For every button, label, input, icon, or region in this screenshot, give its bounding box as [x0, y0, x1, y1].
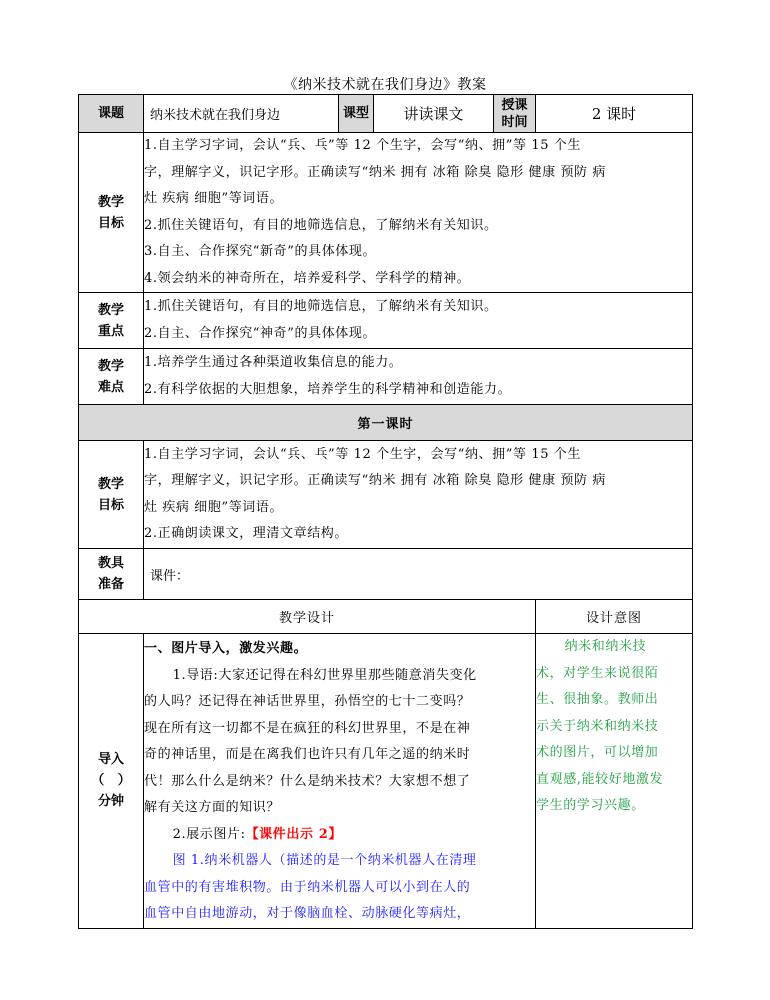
- design-header-row: [79, 600, 693, 634]
- tools-label: 教具 准备: [79, 549, 144, 600]
- lesson-goal-line: 灶 疾病 细胞”等词语。: [144, 499, 284, 515]
- design-line: 1.导语:大家还记得在科幻世界里那些随意消失变化: [172, 667, 477, 683]
- key-points-content: [144, 293, 693, 349]
- goals-row: [79, 133, 693, 293]
- section-title: 一、图片导入，激发兴趣。: [144, 641, 308, 656]
- lesson-goal-line: 2.正确朗读课文，理清文章结构。: [144, 526, 349, 541]
- goal-line: 灶 疾病 细胞”等词语。: [144, 191, 284, 206]
- key-points-row: [79, 293, 693, 349]
- lesson-goal-line: 1.自主学习字词，会认“兵、乓”等 12 个生字，会写“纳、拥”等 15 个生: [144, 446, 582, 462]
- tools-content: 课件：: [144, 549, 693, 600]
- design-header: 教学设计: [79, 600, 536, 634]
- tools-row: [79, 549, 693, 600]
- design-line: 的人吗？还记得在神话世界里，孙悟空的七十二变吗？: [144, 694, 471, 709]
- topic-value: 纳米技术就在我们身边: [144, 95, 339, 133]
- key-points-label: 教学 重点: [79, 293, 144, 349]
- design-body-row: [79, 634, 693, 929]
- lesson-goals-content: [144, 441, 693, 549]
- design-line-blue: 血管中的有害堆积物。由于纳米机器人可以小到在人的: [144, 879, 471, 895]
- lesson-goals-row: [79, 441, 693, 549]
- lesson-type-value: 讲读课文: [374, 95, 494, 133]
- design-line: 现在所有这一切都不是在疯狂的科幻世界里，不是在神: [144, 720, 471, 736]
- header-row: [79, 95, 693, 133]
- lesson-plan-table: [78, 94, 693, 929]
- document-title: 《纳米技术就在我们身边》教案: [283, 77, 487, 93]
- lesson-goals-label: 教学 目标: [79, 441, 144, 549]
- intent-content: 纳米和纳米技 术，对学生来说很陌 生、很抽象。教师出 示关于纳米和纳米技 术的图片，可以增加 直观感,能较好地激发 学生的学习兴趣。: [536, 634, 693, 929]
- key-point-line: 2.自主、合作探究“神奇”的具体体现。: [144, 325, 377, 341]
- goals-content: [144, 133, 693, 293]
- design-line: 代！那么什么是纳米？什么是纳米技术？大家想不想了: [144, 773, 471, 789]
- intent-header: 设计意图: [536, 600, 693, 634]
- class-hours-label: 授课 时间: [494, 95, 536, 133]
- design-line: 奇的神话里，而是在离我们也许只有几年之遥的纳米时: [144, 747, 471, 762]
- lesson-heading-row: [79, 405, 693, 441]
- design-line: 2.展示图片:【课件出示 2】: [172, 826, 342, 842]
- courseware-tag: 【课件出示 2】: [245, 826, 342, 842]
- difficulty-line: 2.有科学依据的大胆想象，培养学生的科学精神和创造能力。: [144, 381, 512, 397]
- lesson-heading: 第一课时: [79, 405, 693, 441]
- difficulties-content: [144, 349, 693, 405]
- class-hours-value: 2 课时: [536, 95, 693, 133]
- lesson-goal-line: 字，理解字义，识记字形。正确读写“纳米 拥有 冰箱 除臭 隐形 健康 预防 病: [144, 473, 606, 488]
- design-line-blue: 图 1.纳米机器人（描述的是一个纳米机器人在清理: [172, 853, 477, 868]
- difficulties-label: 教学 难点: [79, 349, 144, 405]
- design-line: 解有关这方面的知识？: [144, 800, 281, 815]
- stage-label: 导入 （ ） 分钟: [79, 634, 144, 929]
- lesson-type-label: 课型: [339, 95, 374, 133]
- goal-line: 2.抓住关键语句，有目的地筛选信息，了解纳米有关知识。: [144, 217, 498, 233]
- difficulty-line: 1.培养学生通过各种渠道收集信息的能力。: [144, 355, 403, 370]
- key-point-line: 1.抓住关键语句，有目的地筛选信息，了解纳米有关知识。: [144, 299, 498, 314]
- topic-label: 课题: [79, 95, 144, 133]
- design-content: [144, 634, 536, 929]
- difficulties-row: [79, 349, 693, 405]
- goal-line: 4.领会纳米的神奇所在，培养爱科学、学科学的精神。: [144, 270, 471, 286]
- goal-line: 1.自主学习字词，会认“兵、乓”等 12 个生字，会写“纳、拥”等 15 个生: [144, 138, 582, 153]
- design-line-blue: 血管中自由地游动，对于像脑血栓、动脉硬化等病灶，: [144, 906, 471, 921]
- goals-label: 教学 目标: [79, 133, 144, 293]
- goal-line: 3.自主、合作探究“新奇”的具体体现。: [144, 244, 377, 259]
- goal-line: 字，理解字义，识记字形。正确读写“纳米 拥有 冰箱 除臭 隐形 健康 预防 病: [144, 164, 606, 180]
